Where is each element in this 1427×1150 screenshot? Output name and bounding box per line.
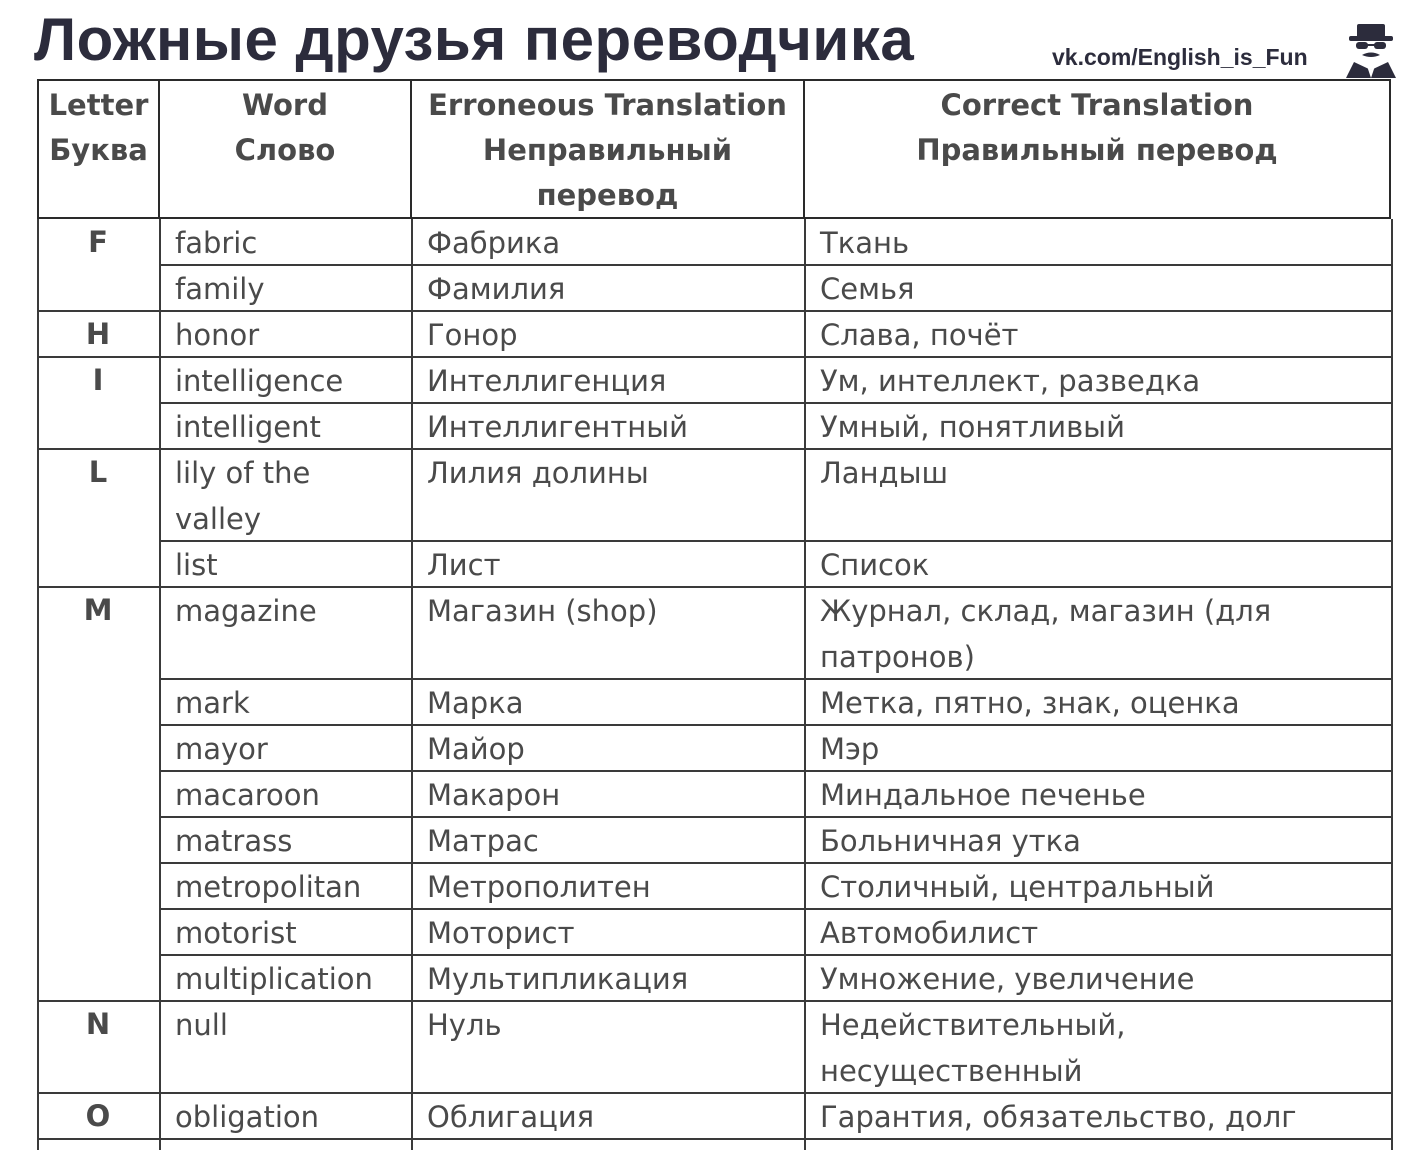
erroneous-translation-cell: Лилия долины [427,456,649,490]
word-cell: motorist [175,916,297,950]
column-divider [804,219,806,1150]
correct-translation-cell: Умножение, увеличение [820,962,1195,996]
letter-spacer [37,403,159,449]
letter-spacer [37,541,159,587]
letter-spacer [37,817,159,863]
group-letter: L [88,455,108,489]
correct-translation-cell: Ландыш [820,456,949,490]
group-letter: N [85,1007,111,1041]
erroneous-translation-cell: Интеллигенция [427,364,667,398]
header-letter: Letter Буква [39,81,160,217]
row-divider [159,770,1393,772]
spy-mascot-icon [1340,22,1402,78]
group-letter: H [85,317,111,351]
word-cell: obligation [175,1100,319,1134]
correct-translation-cell: Список [820,548,930,582]
table-row [37,863,1393,909]
word-cell: mayor [175,732,268,766]
column-divider [411,219,413,1150]
header-word: Word Слово [160,81,412,217]
letter-spacer [37,1093,159,1139]
word-cell: intelligence [175,364,344,398]
table-header [37,79,1391,219]
table-row [37,1093,1393,1139]
erroneous-translation-cell: Гонор [427,318,518,352]
row-divider [159,264,1393,266]
correct-translation-cell: Гарантия, обязательство, долг [820,1100,1297,1134]
correct-translation-cell: Слава, почёт [820,318,1019,352]
table-row [37,357,1393,403]
table-row [37,311,1393,357]
letter-spacer [37,955,159,1001]
column-divider [159,219,161,1150]
row-divider [37,448,1393,450]
letter-spacer [37,909,159,955]
word-cell: mark [175,686,250,720]
row-divider [159,862,1393,864]
header-erroneous: Erroneous Translation Неправильный перевод [412,81,805,217]
table-row [37,403,1393,449]
letter-spacer [37,725,159,771]
row-divider [37,586,1393,588]
correct-translation-cell: Ум, интеллект, разведка [820,364,1201,398]
table-row [37,587,1393,679]
table-row [37,1001,1393,1093]
letter-spacer [37,771,159,817]
word-cell: fabric [175,226,258,260]
row-divider [159,678,1393,680]
correct-translation-cell: Больничная утка [820,824,1081,858]
correct-translation-cell: Журнал, склад, магазин (для патронов) [820,594,1272,674]
erroneous-translation-cell: Мультипликация [427,962,689,996]
row-divider [159,402,1393,404]
letter-spacer [37,219,159,265]
correct-translation-cell: Метка, пятно, знак, оценка [820,686,1240,720]
erroneous-translation-cell: Магазин (shop) [427,594,658,628]
erroneous-translation-cell: Моторист [427,916,575,950]
page-title: Ложные друзья переводчика [34,6,915,73]
word-cell: null [175,1008,228,1042]
word-cell: family [175,272,265,306]
letter-spacer [37,449,159,541]
row-divider [37,310,1393,312]
table-row [37,771,1393,817]
row-divider [37,1092,1393,1094]
row-divider [37,356,1393,358]
letter-spacer [37,587,159,679]
word-cell: lily of the valley [175,456,311,536]
table-row [37,817,1393,863]
correct-translation-cell: Столичный, центральный [820,870,1215,904]
row-divider [159,724,1393,726]
word-table [37,219,1393,1150]
correct-translation-cell: Автомобилист [820,916,1039,950]
table-row [37,725,1393,771]
letter-spacer [37,311,159,357]
table-row [37,909,1393,955]
erroneous-translation-cell: Интеллигентный [427,410,688,444]
word-cell: magazine [175,594,317,628]
group-letter: M [83,593,113,627]
letter-spacer [37,357,159,403]
group-letter: I [92,363,104,397]
table-row [37,265,1393,311]
word-cell: macaroon [175,778,320,812]
correct-translation-cell: Недействительный, несущественный [820,1008,1126,1088]
table-row [37,541,1393,587]
erroneous-translation-cell: Майор [427,732,525,766]
correct-translation-cell: Семья [820,272,915,306]
row-divider [159,816,1393,818]
erroneous-translation-cell: Облигация [427,1100,595,1134]
word-cell: intelligent [175,410,321,444]
column-divider [1391,219,1393,1150]
erroneous-translation-cell: Макарон [427,778,561,812]
table-row [37,449,1393,541]
erroneous-translation-cell: Лист [427,548,501,582]
row-divider [159,908,1393,910]
erroneous-translation-cell: Марка [427,686,524,720]
word-cell: honor [175,318,260,352]
letter-spacer [37,679,159,725]
erroneous-translation-cell: Матрас [427,824,539,858]
correct-translation-cell: Ткань [820,226,910,260]
row-divider [159,540,1393,542]
word-cell: multiplication [175,962,373,996]
row-divider [37,1138,1393,1140]
word-cell: matrass [175,824,293,858]
erroneous-translation-cell: Фамилия [427,272,566,306]
table-row [37,219,1393,265]
correct-translation-cell: Умный, понятливый [820,410,1125,444]
header-correct: Correct Translation Правильный перевод [916,88,1278,167]
erroneous-translation-cell: Метрополитен [427,870,651,904]
erroneous-translation-cell: Нуль [427,1008,502,1042]
group-letter: F [88,225,108,259]
column-divider [37,219,39,1150]
table-row [37,679,1393,725]
correct-translation-cell: Миндальное печенье [820,778,1146,812]
correct-translation-cell: Мэр [820,732,880,766]
letter-spacer [37,1001,159,1093]
row-divider [37,1000,1393,1002]
table-row [37,955,1393,1001]
letter-spacer [37,265,159,311]
source-link[interactable]: vk.com/English_is_Fun [1052,44,1308,70]
row-divider [159,954,1393,956]
letter-spacer [37,863,159,909]
word-cell: metropolitan [175,870,362,904]
word-cell: list [175,548,218,582]
group-letter: O [85,1099,111,1133]
erroneous-translation-cell: Фабрика [427,226,561,260]
